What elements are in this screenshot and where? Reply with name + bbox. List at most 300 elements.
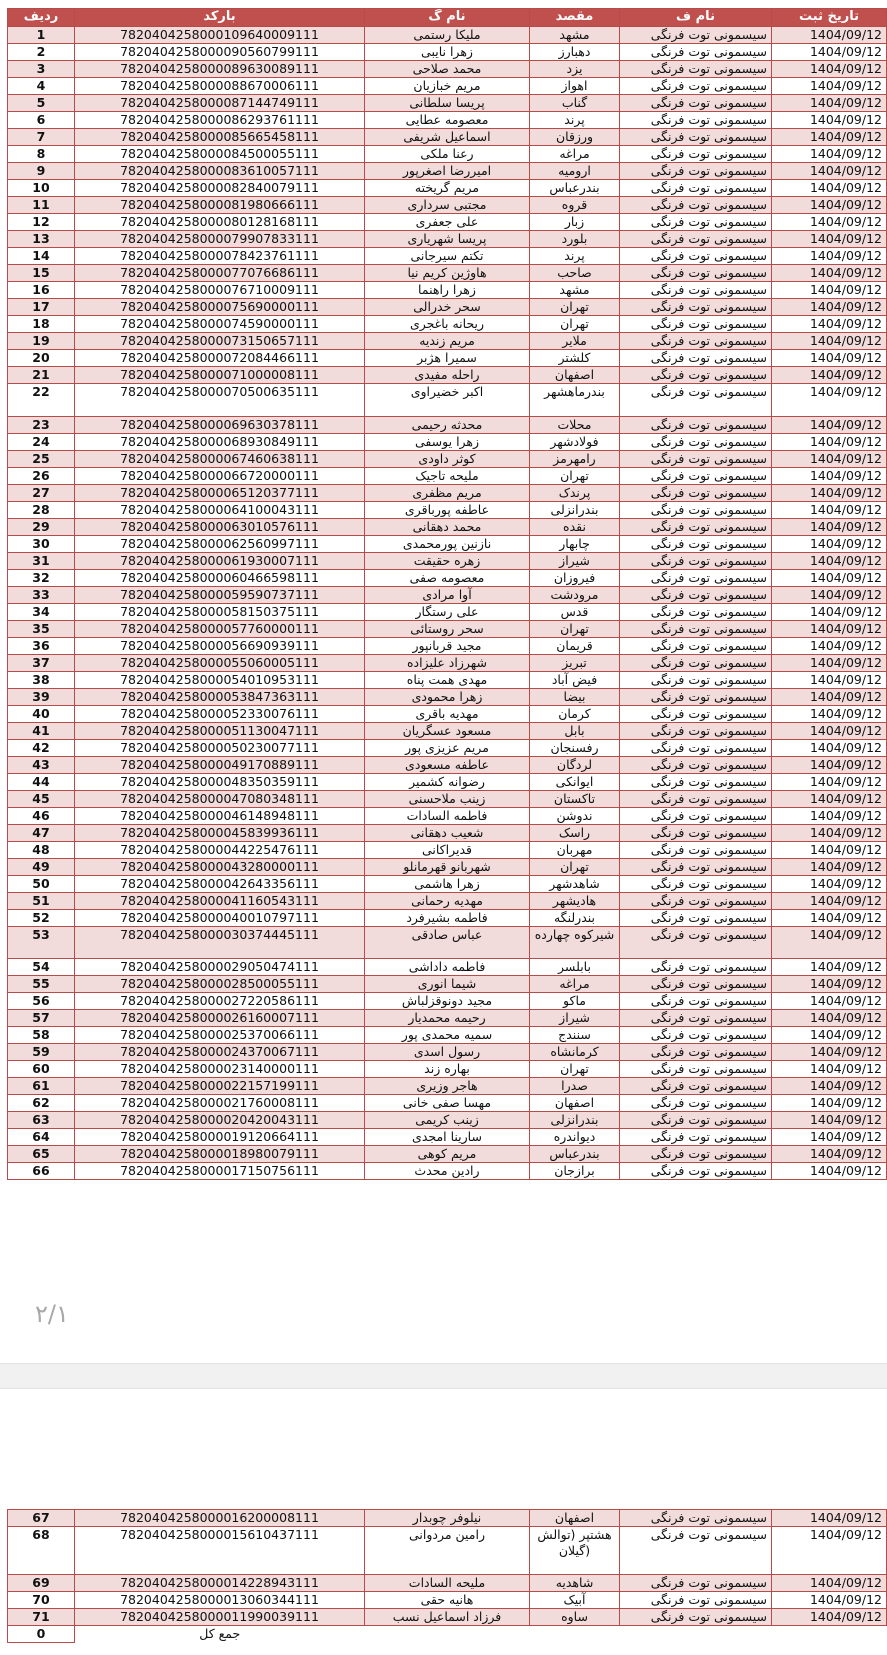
cell-barcode: 7820404258000023140000111 xyxy=(75,1061,365,1078)
cell-name: عاطفه پورباقری xyxy=(365,501,530,518)
cell-date: 1404/09/12 xyxy=(772,1609,887,1626)
cell-date: 1404/09/12 xyxy=(772,705,887,722)
cell-barcode: 7820404258000070500635111 xyxy=(75,384,365,417)
cell-date: 1404/09/12 xyxy=(772,299,887,316)
cell-barcode: 7820404258000109640009111 xyxy=(75,27,365,44)
table-row xyxy=(8,467,887,484)
cell-name: مریم گریخته xyxy=(365,180,530,197)
cell-idx: 56 xyxy=(8,993,75,1010)
cell-name: مهدی همت پناه xyxy=(365,671,530,688)
cell-date: 1404/09/12 xyxy=(772,552,887,569)
cell-name: آوا مرادی xyxy=(365,586,530,603)
shipments-table-page-1 xyxy=(7,8,887,1180)
cell-product: سیسمونی توت فرنگی xyxy=(620,1027,772,1044)
cell-product: سیسمونی توت فرنگی xyxy=(620,350,772,367)
cell-dest: صاحب xyxy=(530,265,620,282)
cell-product: سیسمونی توت فرنگی xyxy=(620,620,772,637)
cell-product: سیسمونی توت فرنگی xyxy=(620,824,772,841)
cell-date: 1404/09/12 xyxy=(772,892,887,909)
cell-date: 1404/09/12 xyxy=(772,214,887,231)
cell-product: سیسمونی توت فرنگی xyxy=(620,333,772,350)
cell-name: زینب ملاحسنی xyxy=(365,790,530,807)
cell-idx: 41 xyxy=(8,722,75,739)
cell-idx: 38 xyxy=(8,671,75,688)
cell-idx: 14 xyxy=(8,248,75,265)
cell-dest: قریمان xyxy=(530,637,620,654)
cell-name: مهدیه باقری xyxy=(365,705,530,722)
table-row xyxy=(8,892,887,909)
table-row xyxy=(8,78,887,95)
cell-dest: تهران xyxy=(530,316,620,333)
cell-barcode: 7820404258000062560997111 xyxy=(75,535,365,552)
cell-barcode: 7820404258000014228943111 xyxy=(75,1575,365,1592)
cell-barcode: 7820404258000011990039111 xyxy=(75,1609,365,1626)
cell-dest: فیروزان xyxy=(530,569,620,586)
total-value: 0 xyxy=(8,1626,75,1643)
cell-date: 1404/09/12 xyxy=(772,1010,887,1027)
cell-idx: 46 xyxy=(8,807,75,824)
cell-barcode: 7820404258000050230077111 xyxy=(75,739,365,756)
cell-product: سیسمونی توت فرنگی xyxy=(620,535,772,552)
cell-product: سیسمونی توت فرنگی xyxy=(620,450,772,467)
table-row xyxy=(8,1575,887,1592)
cell-name: بهاره زند xyxy=(365,1061,530,1078)
table-row xyxy=(8,688,887,705)
table-row xyxy=(8,722,887,739)
cell-dest: آبیک xyxy=(530,1592,620,1609)
cell-barcode: 7820404258000088670006111 xyxy=(75,78,365,95)
cell-dest: شیراز xyxy=(530,1010,620,1027)
cell-product: سیسمونی توت فرنگی xyxy=(620,416,772,433)
table-row xyxy=(8,95,887,112)
cell-idx: 2 xyxy=(8,44,75,61)
cell-dest: پرند xyxy=(530,248,620,265)
cell-barcode: 7820404258000025370066111 xyxy=(75,1027,365,1044)
cell-date: 1404/09/12 xyxy=(772,1146,887,1163)
cell-dest: فیض آباد xyxy=(530,671,620,688)
cell-name: زهرا محمودی xyxy=(365,688,530,705)
cell-dest: اصفهان xyxy=(530,1510,620,1527)
table-row xyxy=(8,1609,887,1626)
cell-date: 1404/09/12 xyxy=(772,637,887,654)
cell-idx: 67 xyxy=(8,1510,75,1527)
cell-name: محدثه رحیمی xyxy=(365,416,530,433)
cell-name: کوثر داودی xyxy=(365,450,530,467)
cell-barcode: 7820404258000083610057111 xyxy=(75,163,365,180)
cell-barcode: 7820404258000048350359111 xyxy=(75,773,365,790)
cell-name: عباس صادقی xyxy=(365,926,530,959)
cell-barcode: 7820404258000017150756111 xyxy=(75,1163,365,1180)
cell-date: 1404/09/12 xyxy=(772,603,887,620)
cell-barcode: 7820404258000071000008111 xyxy=(75,367,365,384)
cell-product: سیسمونی توت فرنگی xyxy=(620,959,772,976)
cell-idx: 24 xyxy=(8,433,75,450)
cell-name: رسول اسدی xyxy=(365,1044,530,1061)
cell-date: 1404/09/12 xyxy=(772,467,887,484)
cell-barcode: 7820404258000084500055111 xyxy=(75,146,365,163)
cell-name: مجید دونوقزلباش xyxy=(365,993,530,1010)
cell-name: رعنا ملکی xyxy=(365,146,530,163)
cell-idx: 64 xyxy=(8,1129,75,1146)
header-product: نام ف xyxy=(620,9,772,27)
cell-idx: 52 xyxy=(8,909,75,926)
cell-barcode: 7820404258000024370067111 xyxy=(75,1044,365,1061)
cell-dest: پرند xyxy=(530,112,620,129)
cell-name: مجتبی سرداری xyxy=(365,197,530,214)
table-row xyxy=(8,501,887,518)
cell-date: 1404/09/12 xyxy=(772,1095,887,1112)
cell-idx: 8 xyxy=(8,146,75,163)
cell-dest: قدس xyxy=(530,603,620,620)
cell-dest: قروه xyxy=(530,197,620,214)
cell-idx: 35 xyxy=(8,620,75,637)
cell-date: 1404/09/12 xyxy=(772,27,887,44)
table-row xyxy=(8,620,887,637)
cell-name: فاطمه داداشی xyxy=(365,959,530,976)
cell-name: علی جعفری xyxy=(365,214,530,231)
cell-barcode: 7820404258000028500055111 xyxy=(75,976,365,993)
cell-name: محمد دهقانی xyxy=(365,518,530,535)
cell-barcode: 7820404258000015610437111 xyxy=(75,1527,365,1575)
cell-idx: 71 xyxy=(8,1609,75,1626)
cell-date: 1404/09/12 xyxy=(772,163,887,180)
table-row xyxy=(8,1095,887,1112)
table-row xyxy=(8,214,887,231)
table-row xyxy=(8,586,887,603)
cell-dest: رفسنجان xyxy=(530,739,620,756)
cell-barcode: 7820404258000057760000111 xyxy=(75,620,365,637)
cell-name: مهدیه رحمانی xyxy=(365,892,530,909)
cell-date: 1404/09/12 xyxy=(772,1027,887,1044)
cell-name: مسعود عسگریان xyxy=(365,722,530,739)
cell-date: 1404/09/12 xyxy=(772,316,887,333)
cell-date: 1404/09/12 xyxy=(772,790,887,807)
table-row xyxy=(8,44,887,61)
table-row xyxy=(8,333,887,350)
cell-idx: 34 xyxy=(8,603,75,620)
cell-date: 1404/09/12 xyxy=(772,654,887,671)
cell-product: سیسمونی توت فرنگی xyxy=(620,27,772,44)
cell-dest: ملایر xyxy=(530,333,620,350)
cell-product: سیسمونی توت فرنگی xyxy=(620,807,772,824)
cell-date: 1404/09/12 xyxy=(772,1044,887,1061)
cell-date: 1404/09/12 xyxy=(772,350,887,367)
cell-date: 1404/09/12 xyxy=(772,773,887,790)
cell-dest: بندرعباس xyxy=(530,180,620,197)
cell-barcode: 7820404258000027220586111 xyxy=(75,993,365,1010)
cell-date: 1404/09/12 xyxy=(772,282,887,299)
cell-idx: 27 xyxy=(8,484,75,501)
cell-dest: محلات xyxy=(530,416,620,433)
cell-product: سیسمونی توت فرنگی xyxy=(620,1010,772,1027)
cell-dest: ایوانکی xyxy=(530,773,620,790)
cell-idx: 70 xyxy=(8,1592,75,1609)
table-row xyxy=(8,637,887,654)
cell-name: فاطمه السادات xyxy=(365,807,530,824)
table-row xyxy=(8,112,887,129)
cell-product: سیسمونی توت فرنگی xyxy=(620,518,772,535)
cell-dest: بلورد xyxy=(530,231,620,248)
cell-date: 1404/09/12 xyxy=(772,197,887,214)
table-header xyxy=(8,9,887,27)
cell-product: سیسمونی توت فرنگی xyxy=(620,214,772,231)
cell-dest: اصفهان xyxy=(530,367,620,384)
table-row xyxy=(8,909,887,926)
cell-barcode: 7820404258000090560799111 xyxy=(75,44,365,61)
cell-dest: تاکستان xyxy=(530,790,620,807)
cell-idx: 36 xyxy=(8,637,75,654)
table-row xyxy=(8,299,887,316)
cell-dest: اهواز xyxy=(530,78,620,95)
cell-barcode: 7820404258000020420043111 xyxy=(75,1112,365,1129)
cell-product: سیسمونی توت فرنگی xyxy=(620,1044,772,1061)
cell-dest: دهبارز xyxy=(530,44,620,61)
cell-name: سمیه محمدی پور xyxy=(365,1027,530,1044)
cell-dest: نقده xyxy=(530,518,620,535)
cell-dest: بیضا xyxy=(530,688,620,705)
cell-barcode: 7820404258000078423761111 xyxy=(75,248,365,265)
cell-date: 1404/09/12 xyxy=(772,586,887,603)
cell-idx: 3 xyxy=(8,61,75,78)
cell-name: رامین مردوانی xyxy=(365,1527,530,1575)
cell-date: 1404/09/12 xyxy=(772,1592,887,1609)
cell-product: سیسمونی توت فرنگی xyxy=(620,637,772,654)
cell-barcode: 7820404258000046148948111 xyxy=(75,807,365,824)
cell-idx: 18 xyxy=(8,316,75,333)
cell-idx: 19 xyxy=(8,333,75,350)
cell-name: هاوژین کریم نیا xyxy=(365,265,530,282)
cell-idx: 13 xyxy=(8,231,75,248)
cell-dest: تهران xyxy=(530,620,620,637)
cell-barcode: 7820404258000059590737111 xyxy=(75,586,365,603)
cell-name: مریم خبازیان xyxy=(365,78,530,95)
cell-dest: تبریز xyxy=(530,654,620,671)
cell-date: 1404/09/12 xyxy=(772,756,887,773)
cell-dest: بابل xyxy=(530,722,620,739)
cell-name: اسماعیل شریفی xyxy=(365,129,530,146)
cell-product: سیسمونی توت فرنگی xyxy=(620,909,772,926)
header-idx: ردیف xyxy=(8,9,75,27)
cell-product: سیسمونی توت فرنگی xyxy=(620,756,772,773)
table-row xyxy=(8,316,887,333)
cell-date: 1404/09/12 xyxy=(772,535,887,552)
total-label: جمع کل xyxy=(75,1626,365,1643)
cell-barcode: 7820404258000087144749111 xyxy=(75,95,365,112)
cell-date: 1404/09/12 xyxy=(772,333,887,350)
cell-idx: 15 xyxy=(8,265,75,282)
header-name: نام گ xyxy=(365,9,530,27)
cell-barcode: 7820404258000074590000111 xyxy=(75,316,365,333)
cell-idx: 5 xyxy=(8,95,75,112)
cell-barcode: 7820404258000055060005111 xyxy=(75,654,365,671)
cell-name: سحر روستائی xyxy=(365,620,530,637)
cell-barcode: 7820404258000021760008111 xyxy=(75,1095,365,1112)
cell-product: سیسمونی توت فرنگی xyxy=(620,552,772,569)
cell-date: 1404/09/12 xyxy=(772,1575,887,1592)
cell-barcode: 7820404258000077076686111 xyxy=(75,265,365,282)
cell-dest: مشهد xyxy=(530,282,620,299)
table-row xyxy=(8,705,887,722)
table-row xyxy=(8,959,887,976)
cell-product: سیسمونی توت فرنگی xyxy=(620,231,772,248)
cell-idx: 20 xyxy=(8,350,75,367)
table-row xyxy=(8,129,887,146)
cell-date: 1404/09/12 xyxy=(772,722,887,739)
cell-dest: سنندج xyxy=(530,1027,620,1044)
table-row xyxy=(8,484,887,501)
cell-barcode: 7820404258000044225476111 xyxy=(75,841,365,858)
cell-dest: مشهد xyxy=(530,27,620,44)
cell-barcode: 7820404258000085665458111 xyxy=(75,129,365,146)
cell-name: معصومه عطایی xyxy=(365,112,530,129)
cell-date: 1404/09/12 xyxy=(772,501,887,518)
cell-barcode: 7820404258000030374445111 xyxy=(75,926,365,959)
cell-product: سیسمونی توت فرنگی xyxy=(620,265,772,282)
cell-dest: شیرکوه چهارده xyxy=(530,926,620,959)
cell-idx: 47 xyxy=(8,824,75,841)
cell-barcode: 7820404258000082840079111 xyxy=(75,180,365,197)
cell-name: سحر خدرالی xyxy=(365,299,530,316)
cell-name: علی رستگار xyxy=(365,603,530,620)
cell-dest: فولادشهر xyxy=(530,433,620,450)
cell-idx: 32 xyxy=(8,569,75,586)
cell-date: 1404/09/12 xyxy=(772,367,887,384)
cell-idx: 44 xyxy=(8,773,75,790)
cell-barcode: 7820404258000060466598111 xyxy=(75,569,365,586)
cell-name: زهرا راهنما xyxy=(365,282,530,299)
cell-dest: بندرلنگه xyxy=(530,909,620,926)
cell-product: سیسمونی توت فرنگی xyxy=(620,1575,772,1592)
cell-dest: هشتپر (توالش (گیلان xyxy=(530,1527,620,1575)
table-row xyxy=(8,654,887,671)
cell-idx: 68 xyxy=(8,1527,75,1575)
cell-date: 1404/09/12 xyxy=(772,78,887,95)
cell-barcode: 7820404258000052330076111 xyxy=(75,705,365,722)
table-row xyxy=(8,1527,887,1575)
cell-date: 1404/09/12 xyxy=(772,926,887,959)
cell-product: سیسمونی توت فرنگی xyxy=(620,1061,772,1078)
cell-idx: 29 xyxy=(8,518,75,535)
cell-name: مریم زندیه xyxy=(365,333,530,350)
cell-barcode: 7820404258000063010576111 xyxy=(75,518,365,535)
total-row xyxy=(8,1626,887,1643)
cell-date: 1404/09/12 xyxy=(772,739,887,756)
table-row xyxy=(8,27,887,44)
shipments-table-page-2 xyxy=(7,1509,887,1643)
cell-product: سیسمونی توت فرنگی xyxy=(620,1095,772,1112)
cell-product: سیسمونی توت فرنگی xyxy=(620,129,772,146)
cell-name: راحله مفیدی xyxy=(365,367,530,384)
table-row xyxy=(8,265,887,282)
cell-product: سیسمونی توت فرنگی xyxy=(620,976,772,993)
table-row xyxy=(8,350,887,367)
table-row xyxy=(8,976,887,993)
cell-product: سیسمونی توت فرنگی xyxy=(620,1592,772,1609)
cell-idx: 63 xyxy=(8,1112,75,1129)
cell-product: سیسمونی توت فرنگی xyxy=(620,44,772,61)
cell-idx: 9 xyxy=(8,163,75,180)
cell-product: سیسمونی توت فرنگی xyxy=(620,773,772,790)
cell-name: پریسا شهریاری xyxy=(365,231,530,248)
cell-product: سیسمونی توت فرنگی xyxy=(620,316,772,333)
cell-date: 1404/09/12 xyxy=(772,959,887,976)
cell-dest: رامهرمز xyxy=(530,450,620,467)
cell-barcode: 7820404258000043280000111 xyxy=(75,858,365,875)
table-row xyxy=(8,197,887,214)
cell-barcode: 7820404258000049170889111 xyxy=(75,756,365,773)
cell-product: سیسمونی توت فرنگی xyxy=(620,1527,772,1575)
cell-date: 1404/09/12 xyxy=(772,1510,887,1527)
cell-barcode: 7820404258000051130047111 xyxy=(75,722,365,739)
cell-dest: بندرانزلی xyxy=(530,501,620,518)
cell-date: 1404/09/12 xyxy=(772,231,887,248)
cell-date: 1404/09/12 xyxy=(772,1527,887,1575)
cell-name: شهرزاد علیزاده xyxy=(365,654,530,671)
cell-idx: 12 xyxy=(8,214,75,231)
cell-product: سیسمونی توت فرنگی xyxy=(620,586,772,603)
cell-barcode: 7820404258000045839936111 xyxy=(75,824,365,841)
cell-product: سیسمونی توت فرنگی xyxy=(620,1129,772,1146)
cell-idx: 48 xyxy=(8,841,75,858)
cell-barcode: 7820404258000042643356111 xyxy=(75,875,365,892)
cell-name: ملیکا رستمی xyxy=(365,27,530,44)
cell-idx: 7 xyxy=(8,129,75,146)
cell-name: شیما انوری xyxy=(365,976,530,993)
table-row xyxy=(8,926,887,959)
table-row xyxy=(8,875,887,892)
table-row xyxy=(8,248,887,265)
table-row xyxy=(8,450,887,467)
cell-name: قدیراکانی xyxy=(365,841,530,858)
cell-dest: هادیشهر xyxy=(530,892,620,909)
cell-product: سیسمونی توت فرنگی xyxy=(620,993,772,1010)
cell-idx: 43 xyxy=(8,756,75,773)
cell-date: 1404/09/12 xyxy=(772,433,887,450)
cell-barcode: 7820404258000058150375111 xyxy=(75,603,365,620)
page-number: ۲/۱ xyxy=(35,1300,69,1328)
table-row xyxy=(8,1510,887,1527)
cell-product: سیسمونی توت فرنگی xyxy=(620,248,772,265)
cell-name: مهسا صفی خانی xyxy=(365,1095,530,1112)
cell-date: 1404/09/12 xyxy=(772,180,887,197)
cell-date: 1404/09/12 xyxy=(772,688,887,705)
cell-product: سیسمونی توت فرنگی xyxy=(620,112,772,129)
cell-name: هاجر وزیری xyxy=(365,1078,530,1095)
cell-dest: گناب xyxy=(530,95,620,112)
cell-date: 1404/09/12 xyxy=(772,976,887,993)
cell-name: زهرا نایبی xyxy=(365,44,530,61)
cell-name: فاطمه بشیرفرد xyxy=(365,909,530,926)
cell-dest: شاهدشهر xyxy=(530,875,620,892)
table-row xyxy=(8,671,887,688)
cell-date: 1404/09/12 xyxy=(772,112,887,129)
table-row xyxy=(8,807,887,824)
table-row xyxy=(8,858,887,875)
cell-product: سیسمونی توت فرنگی xyxy=(620,467,772,484)
cell-name: زهرا هاشمی xyxy=(365,875,530,892)
cell-idx: 22 xyxy=(8,384,75,417)
cell-product: سیسمونی توت فرنگی xyxy=(620,875,772,892)
cell-name: پریسا سلطانی xyxy=(365,95,530,112)
cell-barcode: 7820404258000054010953111 xyxy=(75,671,365,688)
cell-product: سیسمونی توت فرنگی xyxy=(620,146,772,163)
cell-dest: تهران xyxy=(530,1061,620,1078)
cell-product: سیسمونی توت فرنگی xyxy=(620,705,772,722)
cell-barcode: 7820404258000022157199111 xyxy=(75,1078,365,1095)
cell-dest: مرودشت xyxy=(530,586,620,603)
cell-barcode: 7820404258000013060344111 xyxy=(75,1592,365,1609)
cell-name: شعیب دهقانی xyxy=(365,824,530,841)
